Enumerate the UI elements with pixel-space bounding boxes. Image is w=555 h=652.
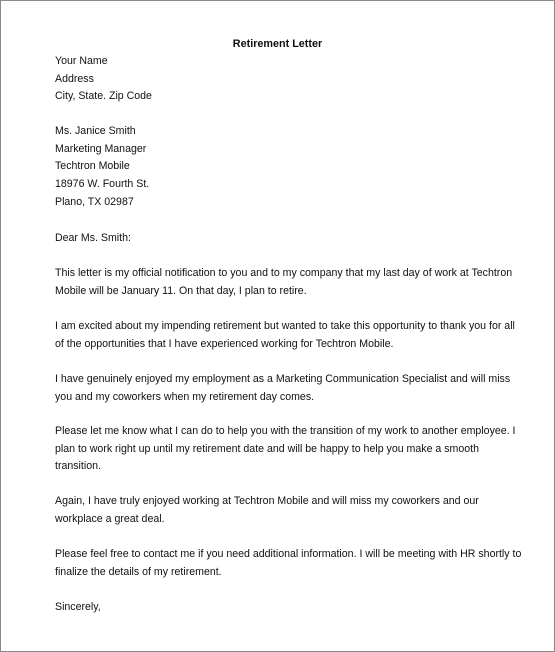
- recipient-company: Techtron Mobile: [55, 160, 130, 173]
- paragraph-line: Again, I have truly enjoyed working at Techtron Mobile and will miss my coworkers and our: [55, 495, 479, 507]
- sender-address-block: [55, 53, 525, 106]
- recipient-name: Ms. Janice Smith: [55, 125, 136, 137]
- recipient-address-block: [55, 123, 525, 212]
- sender-name: Your Name: [55, 55, 108, 67]
- recipient-title: Marketing Manager: [55, 142, 147, 155]
- paragraph-line: Please let me know what I can do to help you with the transition of my work to another employee. I: [55, 425, 516, 437]
- paragraph-line: I am excited about my impending retirement but wanted to take this opportunity to thank you for all: [55, 320, 515, 332]
- paragraph-line: workplace a great deal.: [55, 512, 165, 525]
- sender-city-state-zip: City, State. Zip Code: [55, 90, 152, 103]
- body-paragraph: [55, 371, 525, 406]
- closing-block: [55, 599, 525, 617]
- closing-line: Sincerely,: [55, 601, 101, 613]
- body-paragraph: [55, 546, 525, 581]
- sender-address: Address: [55, 72, 94, 85]
- page-title: Retirement Letter: [232, 38, 323, 50]
- paragraph-line: transition.: [55, 460, 101, 473]
- body-paragraph: [55, 423, 525, 476]
- paragraph-line: finalize the details of my retirement.: [55, 565, 222, 578]
- paragraph-line: This letter is my official notification to you and to my company that my last day of work at Techtron: [55, 267, 513, 279]
- recipient-street: 18976 W. Fourth St.: [55, 178, 150, 191]
- body-paragraph: [55, 318, 525, 353]
- paragraph-line: plan to work right up until my retirement date and will be happy to help you make a smooth: [55, 442, 479, 455]
- paragraph-line: Please feel free to contact me if you need additional information. I will be meeting with HR shortly to: [55, 548, 522, 560]
- greeting-line: Dear Ms. Smith:: [55, 232, 131, 244]
- paragraph-line: you and my coworkers when my retirement day comes.: [55, 390, 315, 403]
- paragraph-line: I have genuinely enjoyed my employment as a Marketing Communication Specialist and will miss: [55, 373, 511, 385]
- recipient-city: Plano, TX 02987: [55, 195, 134, 208]
- body-paragraph: [55, 265, 525, 300]
- body-paragraph: [55, 493, 525, 528]
- paragraph-line: of the opportunities that I have experienced working for Techtron Mobile.: [55, 337, 394, 350]
- salutation: [55, 230, 525, 248]
- paragraph-line: Mobile will be January 11. On that day, I plan to retire.: [55, 284, 307, 297]
